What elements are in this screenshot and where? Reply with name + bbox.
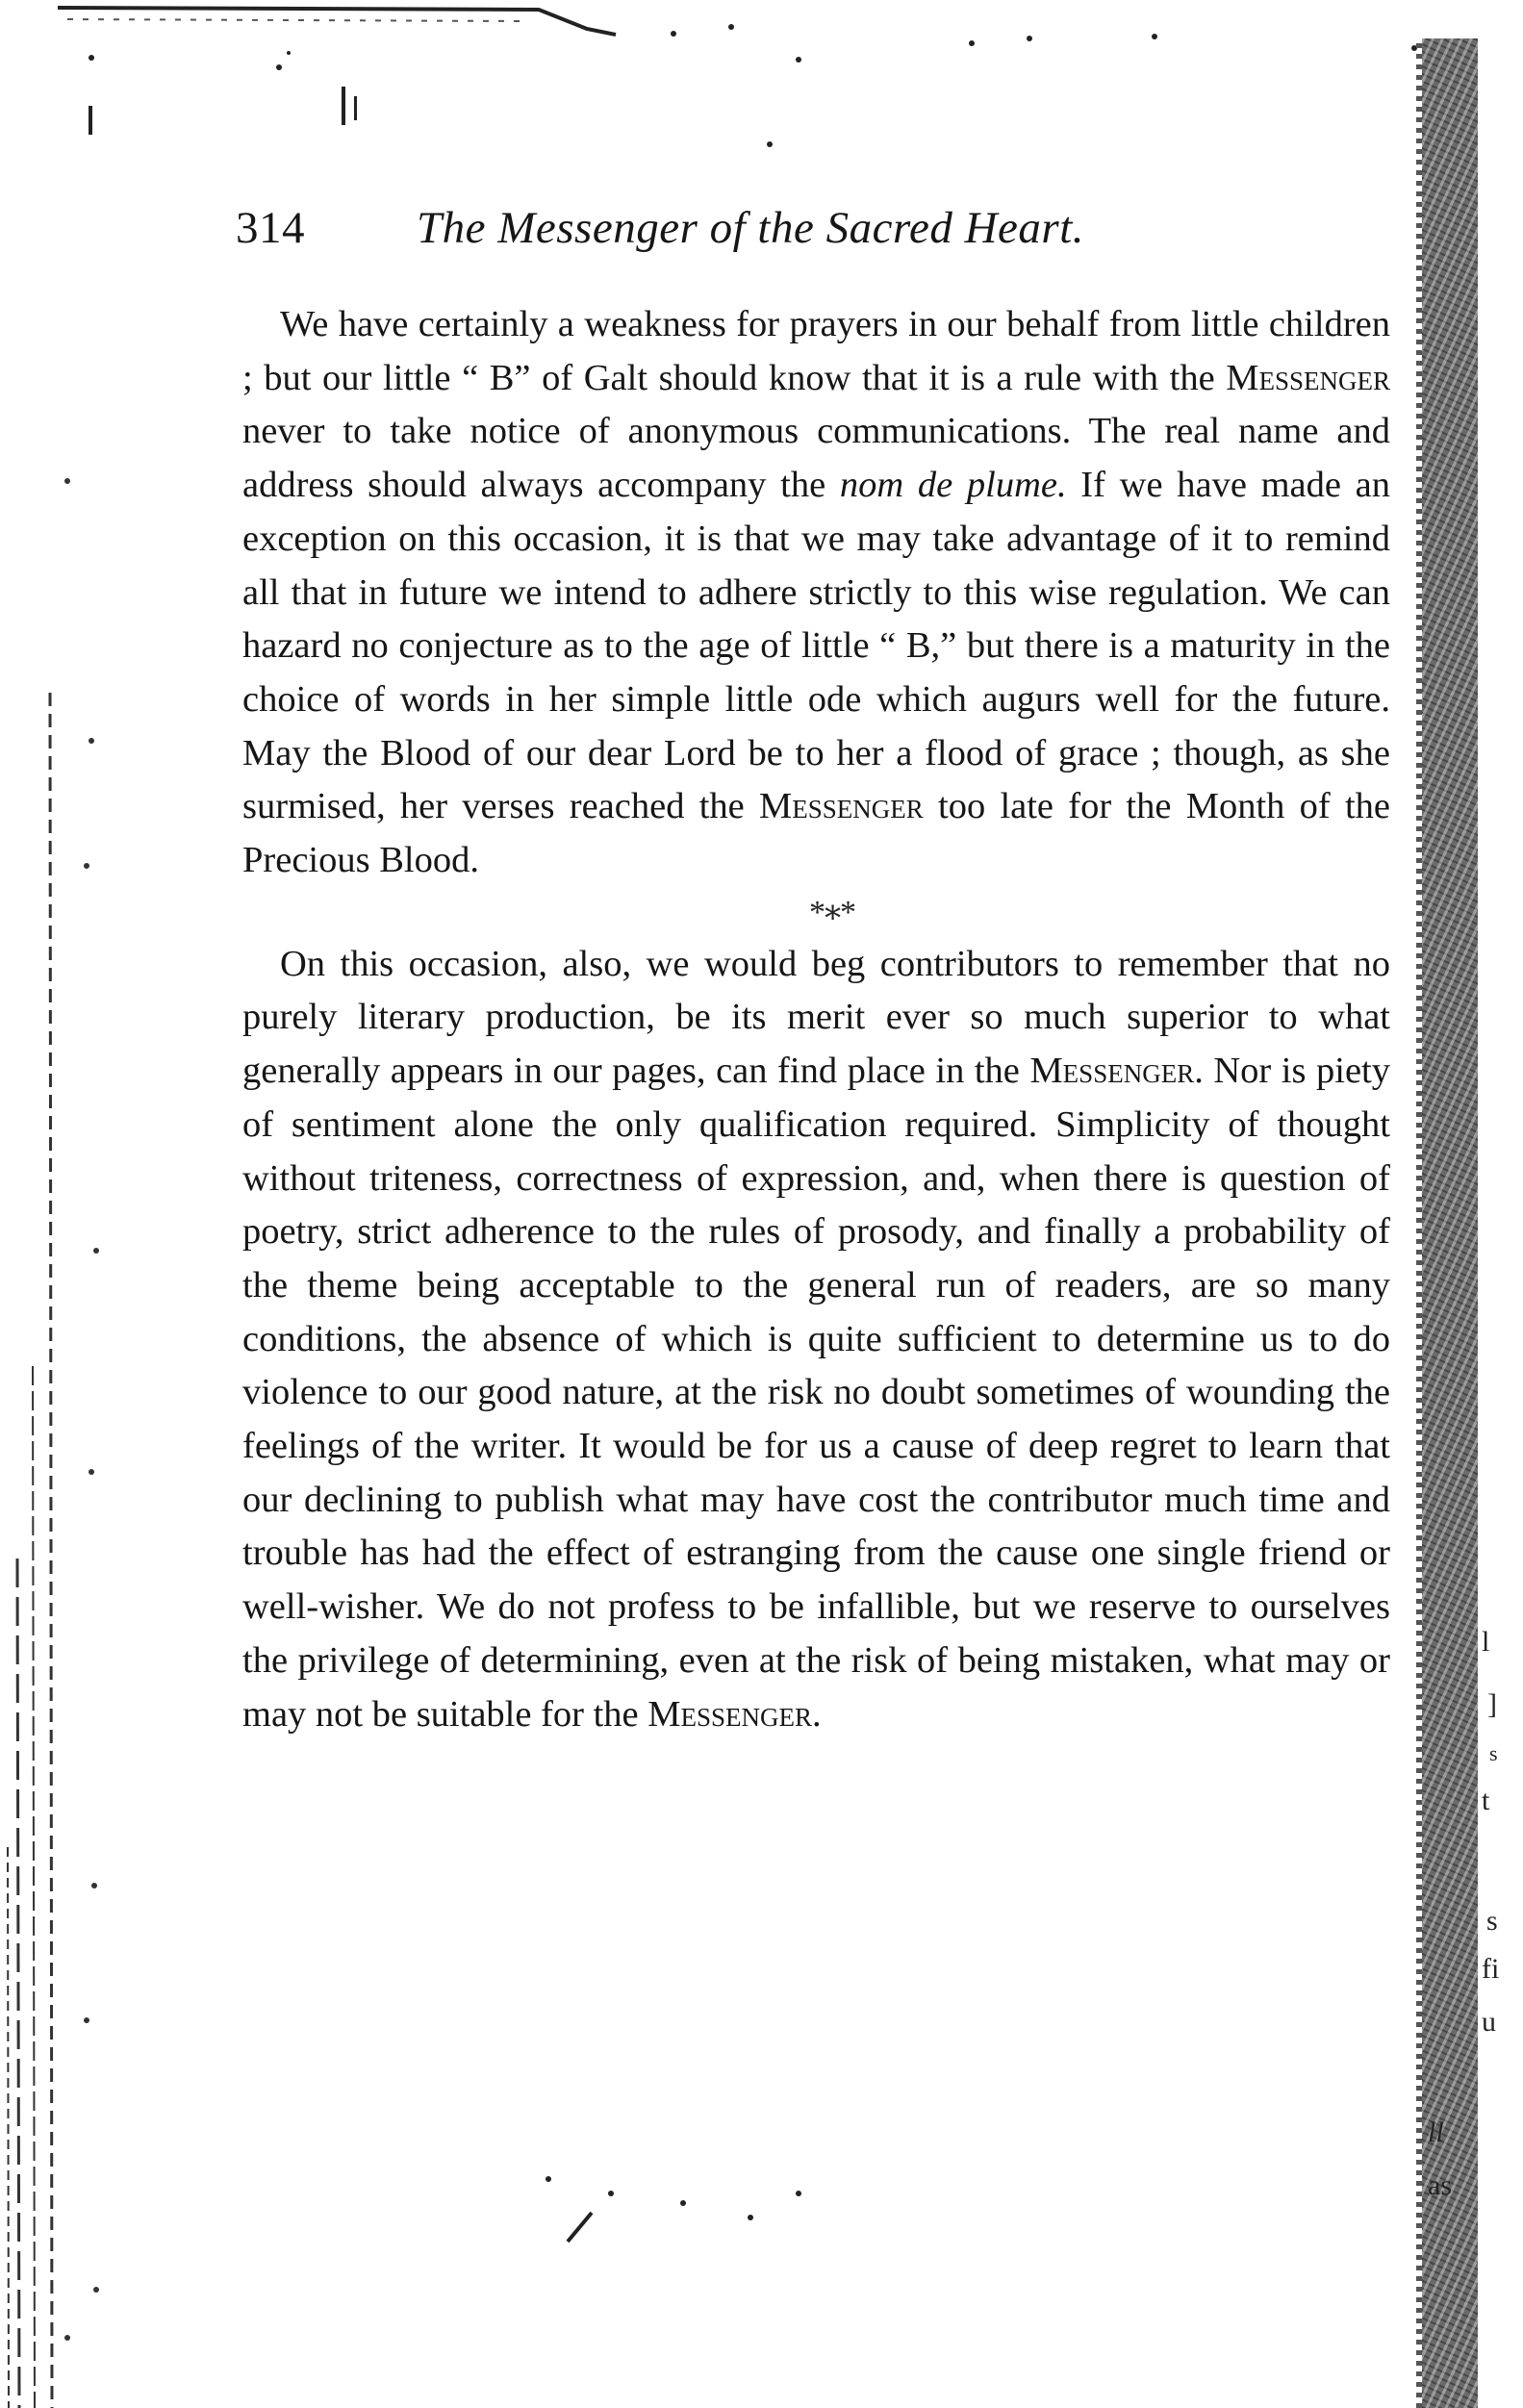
bleed-through-letter: fi [1482, 1953, 1500, 1985]
publication-name: Messenger [1226, 357, 1390, 398]
bleed-through-letter: t [1482, 1785, 1490, 1816]
publication-name: Messenger [1029, 1051, 1195, 1092]
bleed-through-letter: l [1482, 1626, 1490, 1658]
binding-edge-left [0, 404, 106, 2408]
bleed-through-letter: as [1428, 2169, 1452, 2201]
paragraph-text: If we have made an exception on this occasion, it is that we may take advantage of it to remind all that in future we intend to adhere strictly to this wise regulation. We can hazard no conjecture as to the age of little “ B,” but there is a maturity in the choice of words in her simple little ode which augurs well for the future. May the Blood of our dear Lord be to her a flood of grace ; though, as she surmised, her verses reached the [242, 465, 1390, 827]
bleed-through-letter: s [1489, 1741, 1498, 1765]
bleed-through-letter: u [1482, 2006, 1496, 2038]
page-number: 314 [236, 203, 305, 253]
bleed-through-letter: ll [1428, 2117, 1444, 2148]
paragraph-text: We have certainly a weakness for prayers in our behalf from little children ; but our little “ B” of Galt should know that it is a rule with the [242, 304, 1390, 398]
publication-name: Messenger [759, 786, 924, 827]
running-title: The Messenger of the Sacred Heart. [417, 203, 1085, 253]
italic-phrase: nom de plume. [839, 465, 1067, 506]
paragraph-text: . Nor is piety of sentiment alone the only qualification required. Simplicity of thought without triteness, correctness of expression, and, when there is question of poetry, strict adherence to the rules of prosody, and finally a probability of the theme being acceptable to the general run of readers, are so many conditions, the absence of which is quite sufficient to determine us to do violence to our good nature, at the risk no doubt sometimes of wounding the feelings of the writer. It would be for us a cause of deep regret to learn that our declining to publish what may have cost the contributor much time and trouble has had the effect of estranging from the cause one single friend or well-wisher. We do not profess to be infallible, but we reserve to ourselves the privilege of determining, even at the risk of being mistaken, what may or may not be suitable for the [242, 1051, 1390, 1735]
paragraph-text: On this occasion, also, we would beg contributors to remember that no purely literary production, be its merit ever so much superior to what generally appears in our pages, can find place in the [242, 943, 1390, 1092]
paragraph-text: too late for the Month of the Precious Blood. [242, 786, 1390, 881]
publication-name: Messenger [647, 1693, 812, 1735]
paragraph-text: . [812, 1693, 822, 1735]
paragraph-text: never to take notice of anonymous communications. The real name and address should always accompany the [242, 411, 1390, 506]
bleed-through-letter: s [1486, 1905, 1498, 1937]
page-header [236, 202, 1390, 260]
scan-noise-top [0, 0, 1443, 154]
asterism-separator: *∗* [808, 894, 853, 930]
article-body [242, 298, 1390, 1741]
paragraph-contribution-notice [242, 298, 1390, 888]
scan-noise-bottom [539, 2174, 924, 2251]
paragraph-contributors-notice [242, 938, 1390, 1742]
bleed-through-letter: ] [1487, 1688, 1497, 1720]
adjacent-page-strip [1422, 38, 1478, 2408]
